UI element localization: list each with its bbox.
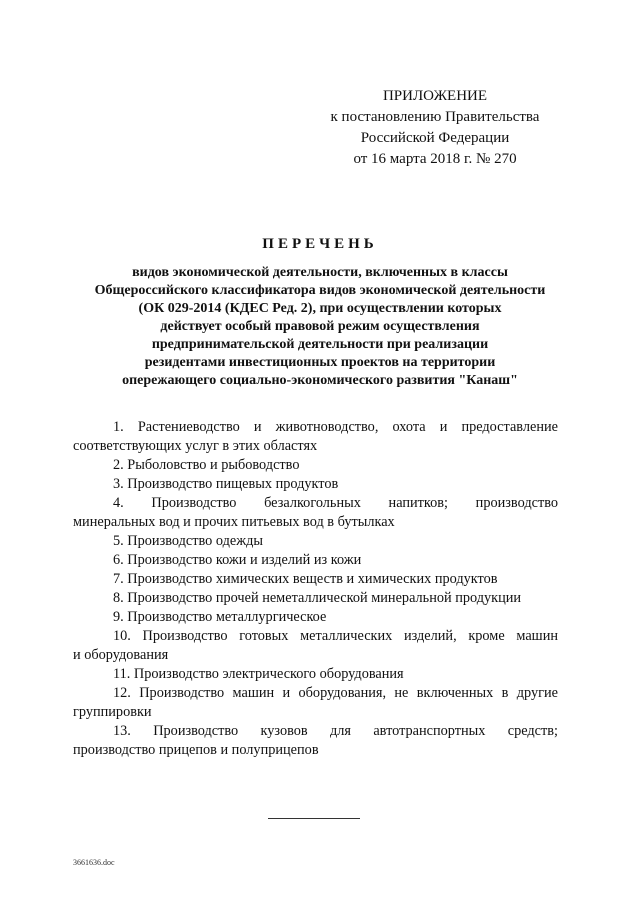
subtitle-line: видов экономической деятельности, включенных в классы: [132, 265, 508, 280]
list-item: 2. Рыболовство и рыбоводство: [113, 457, 300, 473]
list-item-text: 4. Производство безалкогольных напитков; производство: [113, 495, 558, 511]
list-item-text-continued: минеральных вод и прочих питьевых вод в бутылках: [73, 514, 395, 530]
list-item-text: 13. Производство кузовов для автотранспортных средств;: [113, 723, 558, 739]
list-item: 6. Производство кожи и изделий из кожи: [113, 552, 362, 568]
subtitle-line: действует особый правовой режим осуществления: [160, 319, 480, 334]
subtitle-line: (ОК 029-2014 (КДЕС Ред. 2), при осуществлении которых: [138, 301, 502, 316]
appendix-line-date-number: от 16 марта 2018 г. № 270: [353, 151, 517, 167]
appendix-line-federation: Российской Федерации: [360, 130, 510, 146]
list-item-text: 10. Производство готовых металлических изделий, кроме машин: [113, 628, 558, 644]
list-item-text-continued: и оборудования: [73, 647, 169, 663]
footer-file-name: 3661636.doc: [73, 858, 115, 867]
list-item-text: 1. Растениеводство и животноводство, охота и предоставление: [113, 419, 558, 435]
activity-list: [73, 418, 558, 760]
list-item-text-continued: группировки: [73, 704, 152, 720]
list-item: 11. Производство электрического оборудования: [113, 666, 404, 682]
list-item: 7. Производство химических веществ и химических продуктов: [113, 571, 498, 587]
list-item: [73, 722, 558, 760]
subtitle-line: предпринимательской деятельности при реализации: [151, 337, 489, 352]
subtitle-line: опережающего социально-экономического развития "Канаш": [122, 373, 518, 388]
appendix-block: [320, 86, 550, 170]
list-item: 3. Производство пищевых продуктов: [113, 476, 339, 492]
subtitle-line: Общероссийского классификатора видов экономической деятельности: [94, 283, 546, 298]
closing-separator-line: [268, 818, 360, 819]
document-subtitle: [60, 264, 580, 390]
appendix-title: ПРИЛОЖЕНИЕ: [382, 88, 488, 104]
list-item-text-continued: соответствующих услуг в этих областях: [73, 438, 318, 454]
subtitle-line: резидентами инвестиционных проектов на территории: [144, 355, 496, 370]
list-item: 8. Производство прочей неметаллической минеральной продукции: [113, 590, 522, 606]
list-item: [73, 418, 558, 456]
list-item: 5. Производство одежды: [113, 533, 263, 549]
list-item: 9. Производство металлургическое: [113, 609, 327, 625]
list-item-text-continued: производство прицепов и полуприцепов: [73, 742, 319, 758]
list-item-text: 12. Производство машин и оборудования, не включенных в другие: [113, 685, 558, 701]
appendix-line-resolution: к постановлению Правительства: [330, 109, 540, 125]
document-heading: ПЕРЕЧЕНЬ: [262, 236, 378, 252]
list-item: [73, 627, 558, 665]
list-item: [73, 684, 558, 722]
list-item: [73, 494, 558, 532]
